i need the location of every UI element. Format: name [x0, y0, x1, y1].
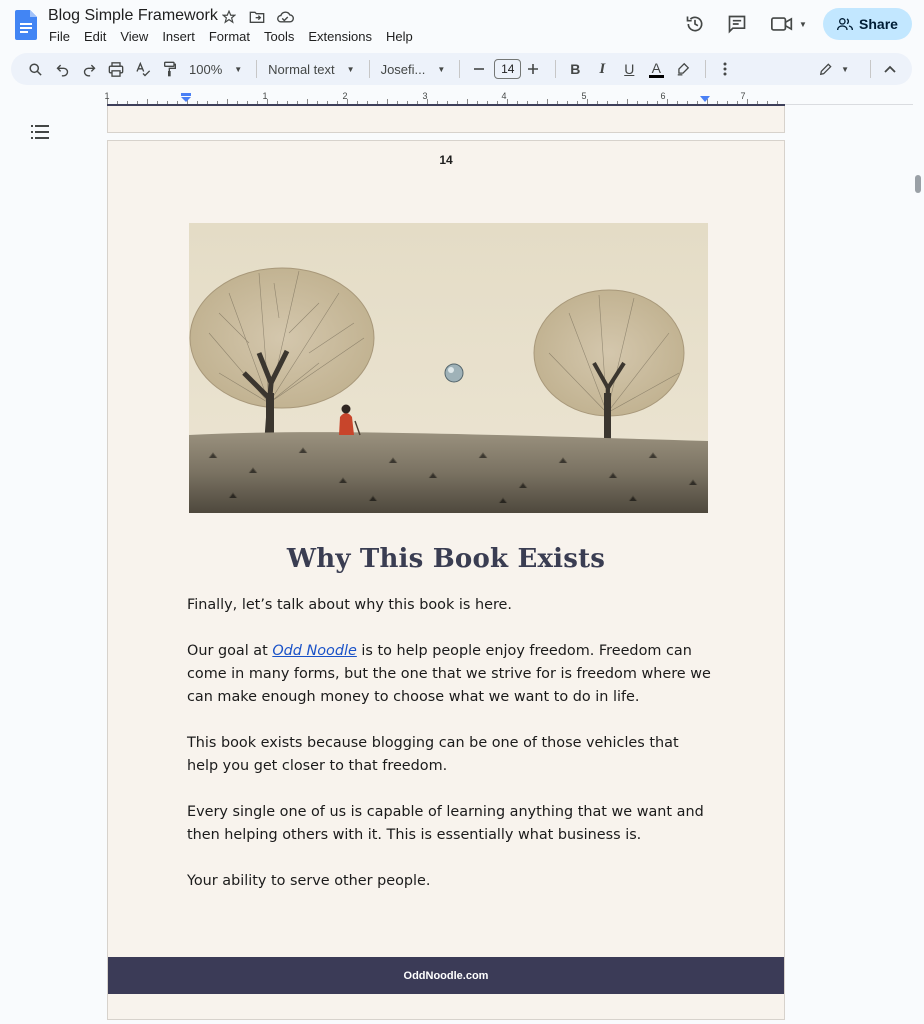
menu-tools[interactable]: Tools: [264, 29, 295, 44]
ruler-label: 5: [581, 91, 587, 101]
previous-page: [107, 106, 785, 133]
section-heading: Why This Book Exists: [286, 544, 606, 574]
undo-icon[interactable]: [50, 57, 74, 81]
toolbar-divider: [459, 60, 460, 78]
redo-icon[interactable]: [77, 57, 101, 81]
chevron-up-icon[interactable]: [878, 57, 902, 81]
pencil-icon: [819, 62, 833, 76]
text-color-glyph: A: [649, 61, 664, 78]
toolbar-divider: [256, 60, 257, 78]
italic-button[interactable]: I: [599, 60, 606, 77]
footer-text: OddNoodle.com: [403, 969, 489, 982]
share-button[interactable]: [823, 8, 912, 40]
move-folder-icon[interactable]: [248, 8, 266, 26]
meet-button[interactable]: [769, 16, 809, 32]
toolbar-divider: [555, 60, 556, 78]
document-title[interactable]: Blog Simple Framework: [48, 7, 218, 24]
paragraph: [187, 640, 712, 709]
ruler-label: 3: [422, 91, 428, 101]
document-outline-icon[interactable]: [31, 124, 49, 140]
print-icon[interactable]: [104, 57, 128, 81]
caret-down-icon: ▼: [234, 64, 243, 74]
version-history-icon[interactable]: [679, 8, 711, 40]
paint-format-icon[interactable]: [158, 57, 182, 81]
toolbar-divider: [369, 60, 370, 78]
ruler-label: 2: [342, 91, 348, 101]
spellcheck-icon[interactable]: [131, 57, 155, 81]
title-bar: [0, 0, 924, 50]
comments-icon[interactable]: [721, 8, 753, 40]
title-actions: [220, 8, 294, 26]
bold-button[interactable]: B: [570, 61, 581, 77]
font-select[interactable]: [377, 57, 450, 81]
ruler-label: 6: [660, 91, 666, 101]
menu-file[interactable]: File: [49, 29, 70, 44]
trees-illustration: [189, 223, 708, 513]
search-icon[interactable]: [23, 57, 47, 81]
ruler-label: 4: [501, 91, 507, 101]
left-indent-marker-icon[interactable]: [180, 93, 192, 103]
menu-format[interactable]: Format: [208, 29, 250, 44]
paragraph-text: is to help people enjoy freedom. Freedom can come in many forms, but the one that we strive for is freedom where we can make enough money to choose what we want to do in life.: [187, 643, 711, 705]
menu-edit[interactable]: Edit: [83, 29, 107, 44]
star-icon[interactable]: [220, 8, 238, 26]
ruler-label: 1: [104, 91, 110, 101]
people-icon: [837, 17, 853, 31]
menu-insert[interactable]: Insert: [162, 29, 195, 44]
paragraph-style-value: Normal text: [268, 61, 335, 77]
decrease-font-size-icon[interactable]: [467, 57, 491, 81]
odd-noodle-link[interactable]: Odd Noodle: [272, 643, 357, 659]
zoom-select[interactable]: [185, 57, 246, 81]
formatting-toolbar: [11, 53, 912, 85]
share-label: Share: [859, 16, 898, 32]
video-camera-icon: [771, 16, 793, 32]
highlighter-icon[interactable]: [671, 57, 695, 81]
paragraph-style-select[interactable]: [264, 57, 358, 81]
underline-button[interactable]: U: [624, 61, 635, 77]
horizontal-ruler[interactable]: [104, 91, 785, 107]
paragraph: Every single one of us is capable of learning anything that we want and then helping others with it. This is essentially what business is.: [187, 804, 704, 843]
ruler-label: 1: [262, 91, 268, 101]
paragraph: Your ability to serve other people.: [187, 873, 431, 889]
page-number: 14: [439, 153, 453, 167]
document-page[interactable]: [107, 140, 785, 1020]
caret-down-icon: ▼: [841, 64, 849, 74]
toolbar-divider: [870, 60, 871, 78]
menu-extensions[interactable]: Extensions: [308, 29, 372, 44]
toolbar-divider: [705, 60, 706, 78]
zoom-value: 100%: [189, 61, 223, 77]
more-icon[interactable]: [713, 57, 737, 81]
paragraph: This book exists because blogging can be one of those vehicles that help you get closer to that freedom.: [187, 735, 679, 774]
menu-view[interactable]: View: [120, 29, 149, 44]
font-size-input[interactable]: 14: [494, 59, 521, 79]
paragraph: Finally, let’s talk about why this book is here.: [187, 597, 512, 613]
ruler-label: 7: [740, 91, 746, 101]
paragraph-text: Our goal at: [187, 643, 273, 659]
font-value: Josefi...: [380, 61, 426, 77]
menu-help[interactable]: Help: [385, 29, 413, 44]
menu-bar: [49, 29, 427, 44]
caret-down-icon: ▼: [346, 64, 355, 74]
text-color-button[interactable]: [644, 57, 668, 81]
chevron-down-icon: ▼: [799, 19, 807, 29]
header-actions: [669, 8, 912, 40]
scrollbar-thumb[interactable]: [915, 175, 921, 193]
cloud-status-icon[interactable]: [276, 8, 294, 26]
page-footer: [108, 957, 784, 994]
increase-font-size-icon[interactable]: [521, 57, 545, 81]
editing-mode-button[interactable]: [819, 57, 849, 81]
caret-down-icon: ▼: [437, 64, 446, 74]
docs-logo-icon[interactable]: [15, 10, 37, 40]
right-indent-marker-icon[interactable]: [699, 95, 711, 103]
divider: [785, 104, 913, 105]
body-text[interactable]: [187, 594, 712, 916]
